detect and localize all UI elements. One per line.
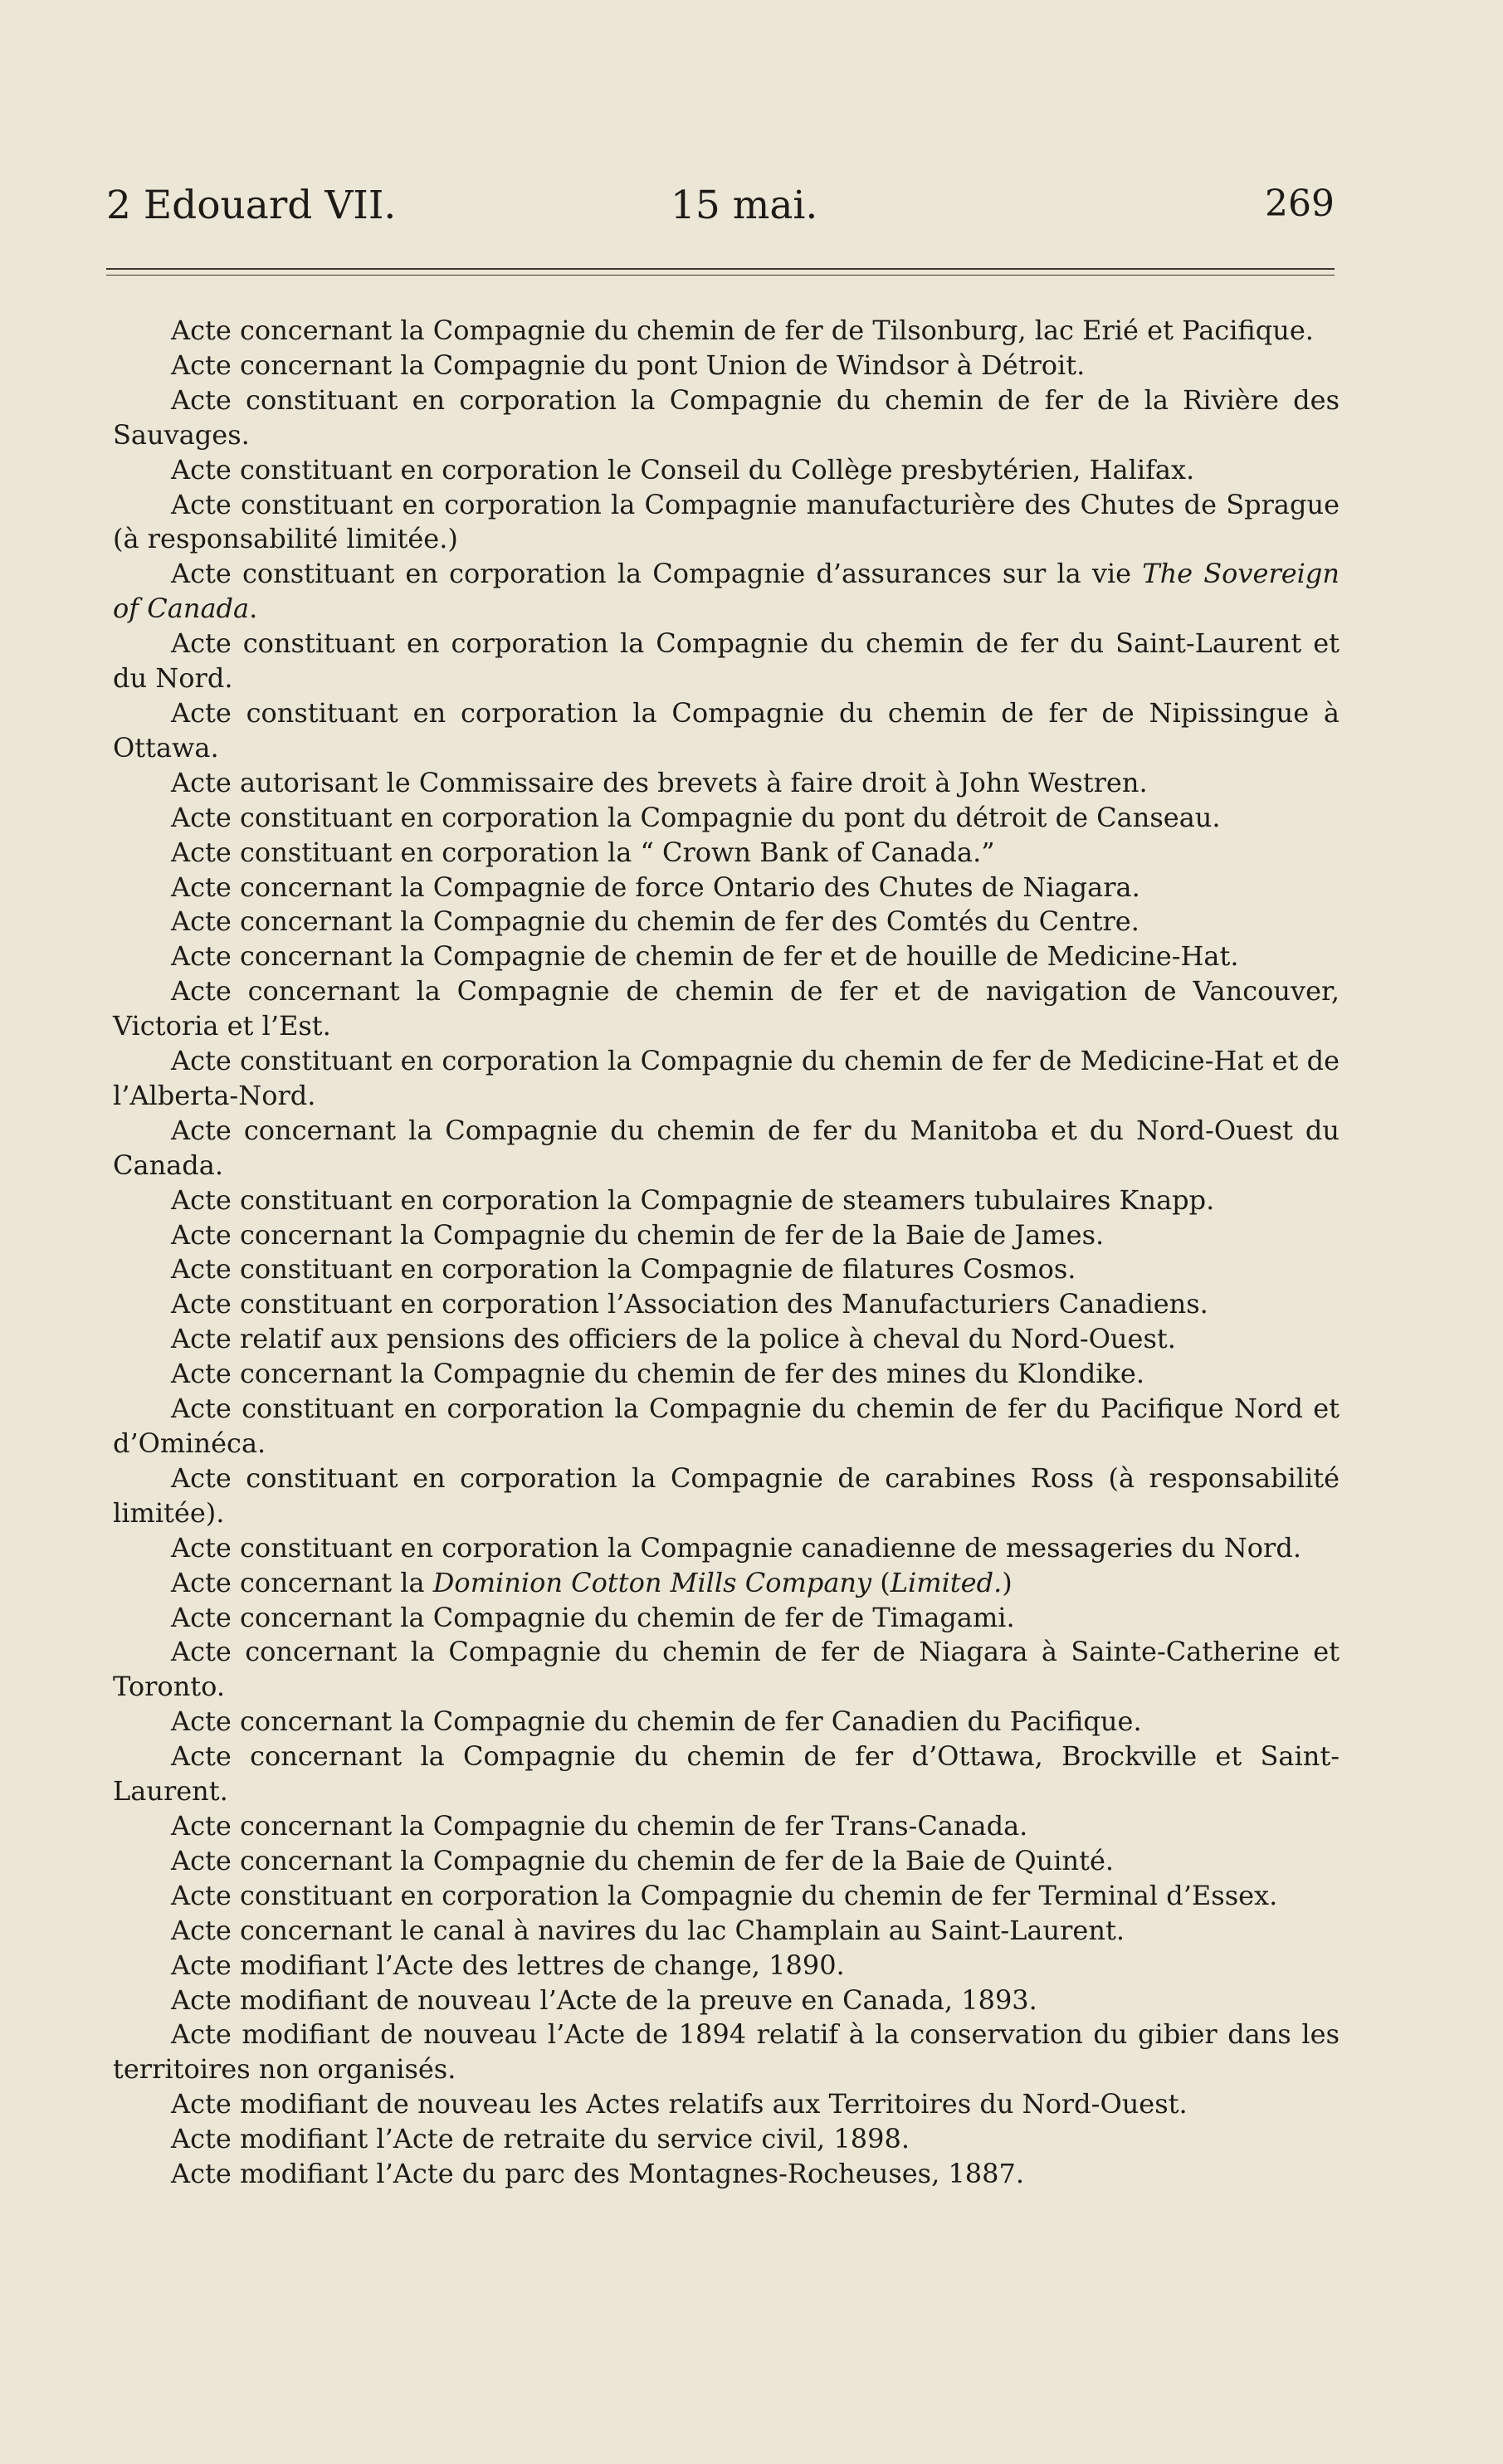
act-entry-text: ( xyxy=(871,1566,891,1598)
act-entry: Acte relatif aux pensions des officiers de la police à cheval du Nord-Ouest. xyxy=(171,1323,1176,1355)
act-entry: Acte concernant la Compagnie de force Ontario des Chutes de Niagara. xyxy=(171,871,1140,903)
act-entry-italic-name: The Sovereign of Canada xyxy=(113,558,1340,625)
act-entry-text: . xyxy=(249,593,258,625)
act-entry: Acte concernant la Compagnie du chemin de fer de Tilsonburg, lac Erié et Pacifique. xyxy=(171,315,1314,346)
act-entry xyxy=(113,1566,1340,1601)
act-entry: Acte concernant la Compagnie du chemin de fer de la Baie de Quinté. xyxy=(171,1844,1115,1876)
act-entry: Acte constituant en corporation la Compagnie du chemin de fer de Nipissingue à Ottawa. xyxy=(113,696,1340,764)
act-entry: Acte concernant la Compagnie de chemin de fer et de navigation de Vancouver, Victoria et l’Est. xyxy=(113,975,1340,1042)
header-rule-thick xyxy=(106,268,1335,270)
act-entry: Acte constituant en corporation la Compagnie du chemin de fer du Saint-Laurent et du Nord. xyxy=(113,627,1340,695)
act-entry-text: ) xyxy=(1002,1566,1013,1598)
act-entry: Acte constituant en corporation la Compagnie de steamers tubulaires Knapp. xyxy=(171,1183,1215,1216)
act-entry: Acte constituant en corporation la Compagnie de carabines Ross (à responsabilité limitée). xyxy=(113,1461,1340,1529)
header-rule-thin xyxy=(106,275,1335,276)
act-entry: Acte constituant en corporation la Compagnie de filatures Cosmos. xyxy=(171,1253,1076,1286)
act-entry-text: Acte constituant en corporation la Compagnie d’assurances sur la vie xyxy=(171,558,1143,590)
act-entry xyxy=(113,557,1340,627)
act-entry: Acte modifiant l’Acte des lettres de change, 1890. xyxy=(171,1949,845,1981)
act-entry: Acte modifiant de nouveau l’Acte de la preuve en Canada, 1893. xyxy=(171,1983,1037,2016)
act-entry-italic-name: Dominion Cotton Mills Company xyxy=(432,1566,872,1598)
act-entry: Acte concernant la Compagnie du chemin de fer des Comtés du Centre. xyxy=(171,905,1139,938)
act-entry: Acte constituant en corporation le Conseil du Collège presbytérien, Halifax. xyxy=(171,453,1195,485)
act-entry: Acte constituant en corporation l’Association des Manufacturiers Canadiens. xyxy=(171,1288,1208,1320)
header-date: 15 mai. xyxy=(671,183,818,228)
act-entry: Acte constituant en corporation la Compagnie du chemin de fer du Pacifique Nord et d’Ominéca. xyxy=(113,1393,1340,1459)
act-entry: Acte modifiant l’Acte de retraite du service civil, 1898. xyxy=(171,2123,910,2155)
act-entry: Acte constituant en corporation la Compagnie du pont du détroit de Canseau. xyxy=(171,801,1221,833)
act-entry: Acte modifiant l’Acte du parc des Montagnes-Rocheuses, 1887. xyxy=(171,2158,1025,2190)
acts-list xyxy=(113,314,1340,2192)
act-entry: Acte concernant la Compagnie de chemin de fer et de houille de Medicine-Hat. xyxy=(171,940,1239,973)
act-entry: Acte constituant en corporation la Compagnie canadienne de messageries du Nord. xyxy=(171,1531,1301,1564)
act-entry: Acte concernant la Compagnie du chemin de fer du Manitoba et du Nord-Ouest du Canada. xyxy=(113,1114,1340,1181)
act-entry: Acte concernant la Compagnie du chemin de fer des mines du Klondike. xyxy=(171,1358,1145,1390)
act-entry: Acte concernant la Compagnie du pont Union de Windsor à Détroit. xyxy=(171,349,1086,381)
act-entry: Acte concernant la Compagnie du chemin de fer de la Baie de James. xyxy=(171,1218,1105,1251)
act-entry: Acte concernant la Compagnie du chemin de fer d’Ottawa, Brockville et Saint-Laurent. xyxy=(113,1740,1340,1808)
act-entry-italic-name: Limited. xyxy=(890,1566,1003,1598)
act-entry: Acte constituant en corporation la Compagnie du chemin de fer de Medicine-Hat et de l’Alberta-Nord. xyxy=(113,1045,1340,1111)
act-entry: Acte modifiant de nouveau l’Acte de 1894 relatif à la conservation du gibier dans les territoires non organisés. xyxy=(113,2018,1340,2086)
act-entry: Acte constituant en corporation la Compagnie du chemin de fer de la Rivière des Sauvages. xyxy=(113,383,1340,451)
act-entry: Acte constituant en corporation la Compagnie du chemin de fer Terminal d’Essex. xyxy=(171,1879,1278,1911)
act-entry: Acte concernant la Compagnie du chemin de fer de Timagami. xyxy=(171,1601,1015,1633)
act-entry: Acte autorisant le Commissaire des brevets à faire droit à John Westren. xyxy=(171,766,1148,798)
page-number: 269 xyxy=(1265,183,1335,225)
act-entry: Acte concernant la Compagnie du chemin de fer de Niagara à Sainte-Catherine et Toronto. xyxy=(113,1636,1340,1703)
act-entry-text: Acte concernant la xyxy=(171,1566,433,1598)
header-regnal-year: 2 Edouard VII. xyxy=(106,183,397,228)
act-entry: Acte concernant le canal à navires du lac Champlain au Saint-Laurent. xyxy=(171,1914,1125,1946)
act-entry: Acte constituant en corporation la Compagnie manufacturière des Chutes de Sprague (à responsabilité limitée.) xyxy=(113,488,1340,555)
act-entry: Acte modifiant de nouveau les Actes relatifs aux Territoires du Nord-Ouest. xyxy=(171,2088,1188,2120)
act-entry: Acte constituant en corporation la “ Crown Bank of Canada.” xyxy=(171,836,995,868)
act-entry: Acte concernant la Compagnie du chemin de fer Canadien du Pacifique. xyxy=(171,1705,1142,1738)
act-entry: Acte concernant la Compagnie du chemin de fer Trans-Canada. xyxy=(171,1809,1028,1842)
running-header xyxy=(106,183,1335,232)
